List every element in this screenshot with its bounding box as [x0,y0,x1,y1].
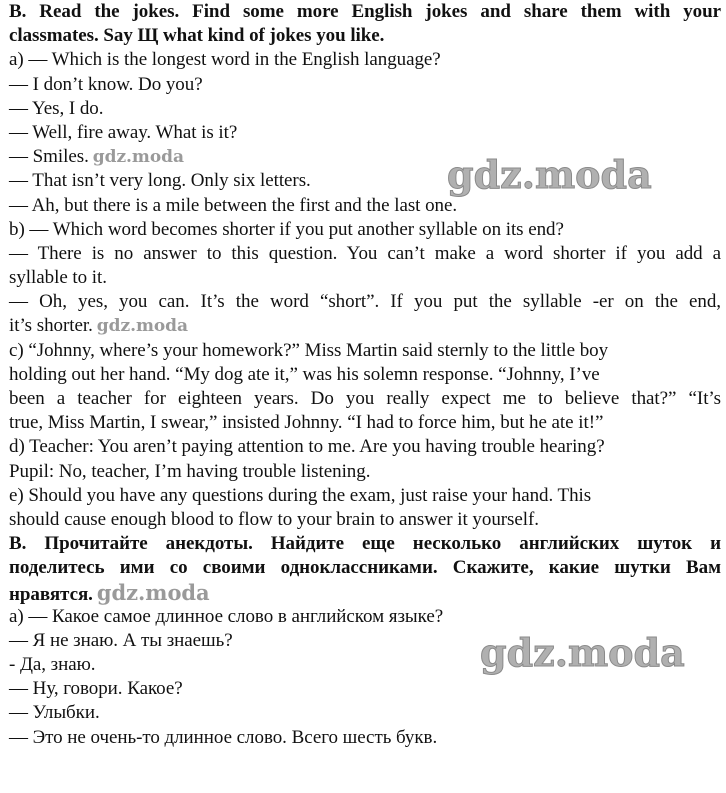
russian-heading-line-3 [9,581,721,605]
joke-a-line-5-text: — Smiles. [9,146,89,168]
russian-heading-line-3-text: нравятся. [9,583,93,605]
watermark-small: gdz.moda [92,147,184,168]
russian-heading-line-1: В. Прочитайте анекдоты. Найдите еще несколько английских шуток и [9,533,721,555]
joke-c-line-3: been a teacher for eighteen years. Do you really expect me to believe that?” “It’s [9,388,721,409]
joke-a-line-1: a) — Which is the longest word in the English language? [9,49,441,71]
russian-joke-line-2: — Я не знаю. А ты знаешь? [9,629,233,651]
joke-c-line-2: holding out her hand. “My dog ate it,” was his solemn response. “Johnny, I’ve [9,363,600,385]
watermark-small: gdz.moda [96,579,210,605]
russian-heading-line-2: поделитесь ими со своими одноклассниками. Скажите, какие шутки Вам [9,557,721,579]
joke-e-line-2: should cause enough blood to flow to your brain to answer it yourself. [9,508,539,530]
joke-d-line-2: Pupil: No, teacher, I’m having trouble listening. [9,460,371,482]
english-heading-line-1: B. Read the jokes. Find some more English jokes and share them with your [9,1,721,22]
joke-b-line-5 [9,314,721,338]
watermark-large: gdz.moda [447,152,652,197]
russian-joke-line-6: — Это не очень-то длинное слово. Всего шесть букв. [9,726,438,748]
joke-b-line-4: — Oh, yes, you can. It’s the word “short”. If you put the syllable -er on the end, [9,291,721,313]
joke-e-line-1: e) Should you have any questions during the exam, just raise your hand. This [9,484,592,506]
joke-b-line-1: b) — Which word becomes shorter if you put another syllable on its end? [9,218,564,240]
joke-a-line-6: — That isn’t very long. Only six letters. [9,170,311,192]
joke-c-line-1: c) “Johnny, where’s your homework?” Miss Martin said sternly to the little boy [9,339,609,361]
joke-d-line-1: d) Teacher: You aren’t paying attention to me. Are you having trouble hearing? [9,436,605,458]
russian-joke-line-1: а) — Какое самое длинное слово в английском языке? [9,605,444,627]
russian-joke-line-4: — Ну, говори. Какое? [9,678,183,700]
joke-a-line-2: — I don’t know. Do you? [9,73,203,95]
joke-b-line-5-text: it’s shorter. [9,315,93,337]
russian-joke-line-5: — Улыбки. [9,702,100,724]
joke-b-line-3: syllable to it. [9,267,107,289]
joke-a-line-7: — Ah, but there is a mile between the first and the last one. [9,194,458,216]
joke-a-line-3: — Yes, I do. [9,97,104,119]
joke-b-line-2: — There is no answer to this question. You can’t make a word shorter if you add a [9,242,721,264]
russian-joke-line-3: - Да, знаю. [9,654,96,676]
watermark-small: gdz.moda [96,316,188,337]
joke-c-line-4: true, Miss Martin, I swear,” insisted Johnny. “I had to force him, but he ate it!” [9,412,604,434]
watermark-large: gdz.moda [480,630,685,675]
english-heading-line-2: classmates. Say Щ what kind of jokes you like. [9,25,385,47]
joke-a-line-4: — Well, fire away. What is it? [9,121,238,143]
